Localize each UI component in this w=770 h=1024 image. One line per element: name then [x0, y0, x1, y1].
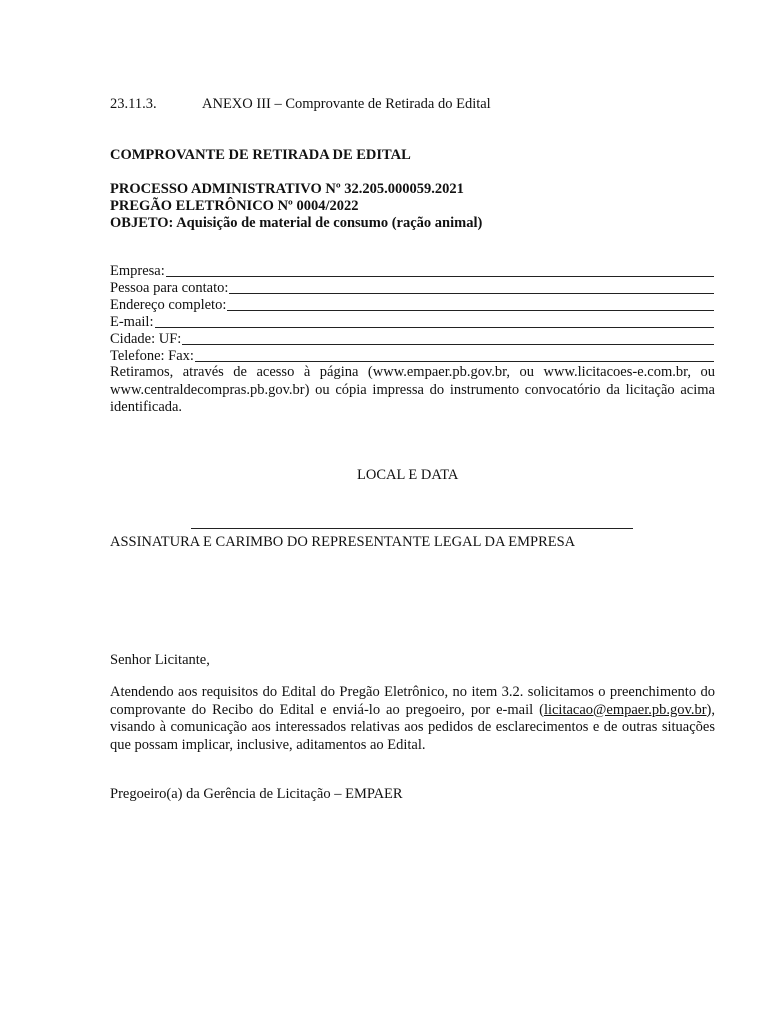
- letter-body-paragraph: [110, 684, 715, 754]
- email-link[interactable]: licitacao@empaer.pb.gov.br: [543, 701, 707, 718]
- closing-signature: Pregoeiro(a) da Gerência de Licitação – EMPAER: [110, 786, 403, 802]
- pessoa-contato-blank-line: [229, 293, 714, 294]
- email-blank-line: [155, 327, 715, 328]
- email-label: E-mail:: [110, 314, 154, 330]
- cidade-uf-blank-line: [182, 344, 714, 345]
- retiramos-paragraph: Retiramos, através de acesso à página (www.empaer.pb.gov.br, ou www.licitacoes-e.com.br, ou www.centraldecompras.pb.gov.br) ou cópia impressa do instrumento convocatório da licitação acima identificada.: [110, 364, 715, 415]
- cidade-uf-label: Cidade: UF:: [110, 331, 182, 347]
- telefone-fax-field[interactable]: [110, 348, 714, 365]
- pregao-eletronico: PREGÃO ELETRÔNICO Nº 0004/2022: [110, 198, 359, 214]
- empresa-label: Empresa:: [110, 263, 165, 279]
- letter-body-start: Atendendo aos requisitos do Edital do Pregão Eletrônico, no item 3.2. solicitamos o preenchimento do comprovante do Recibo do Edital e enviá-lo ao pregoeiro, por e-mail (: [110, 684, 715, 718]
- objeto: OBJETO: Aquisição de material de consumo (ração animal): [110, 215, 483, 231]
- assinatura-label: ASSINATURA E CARIMBO DO REPRESENTANTE LEGAL DA EMPRESA: [110, 534, 576, 550]
- pessoa-contato-label: Pessoa para contato:: [110, 280, 229, 296]
- endereco-label: Endereço completo:: [110, 297, 227, 313]
- local-e-data: LOCAL E DATA: [357, 467, 459, 483]
- empresa-field[interactable]: [110, 263, 714, 280]
- pessoa-contato-field[interactable]: [110, 280, 714, 297]
- endereco-field[interactable]: [110, 297, 714, 314]
- telefone-fax-blank-line: [195, 361, 714, 362]
- email-field[interactable]: [110, 314, 714, 331]
- endereco-blank-line: [227, 310, 714, 311]
- section-title: ANEXO III – Comprovante de Retirada do Edital: [202, 96, 491, 112]
- greeting: Senhor Licitante,: [110, 652, 210, 668]
- processo-administrativo: PROCESSO ADMINISTRATIVO Nº 32.205.000059.2021: [110, 181, 464, 197]
- letter-body-end: ), visando à comunicação aos interessados relativas aos pedidos de esclarecimentos e de outras situações que possam implicar, inclusive, aditamentos ao Edital.: [110, 701, 715, 753]
- signature-line: [191, 528, 633, 529]
- document-title: COMPROVANTE DE RETIRADA DE EDITAL: [110, 147, 411, 163]
- empresa-blank-line: [166, 276, 714, 277]
- telefone-fax-label: Telefone: Fax:: [110, 348, 194, 364]
- cidade-uf-field[interactable]: [110, 331, 714, 348]
- section-number: 23.11.3.: [110, 96, 157, 112]
